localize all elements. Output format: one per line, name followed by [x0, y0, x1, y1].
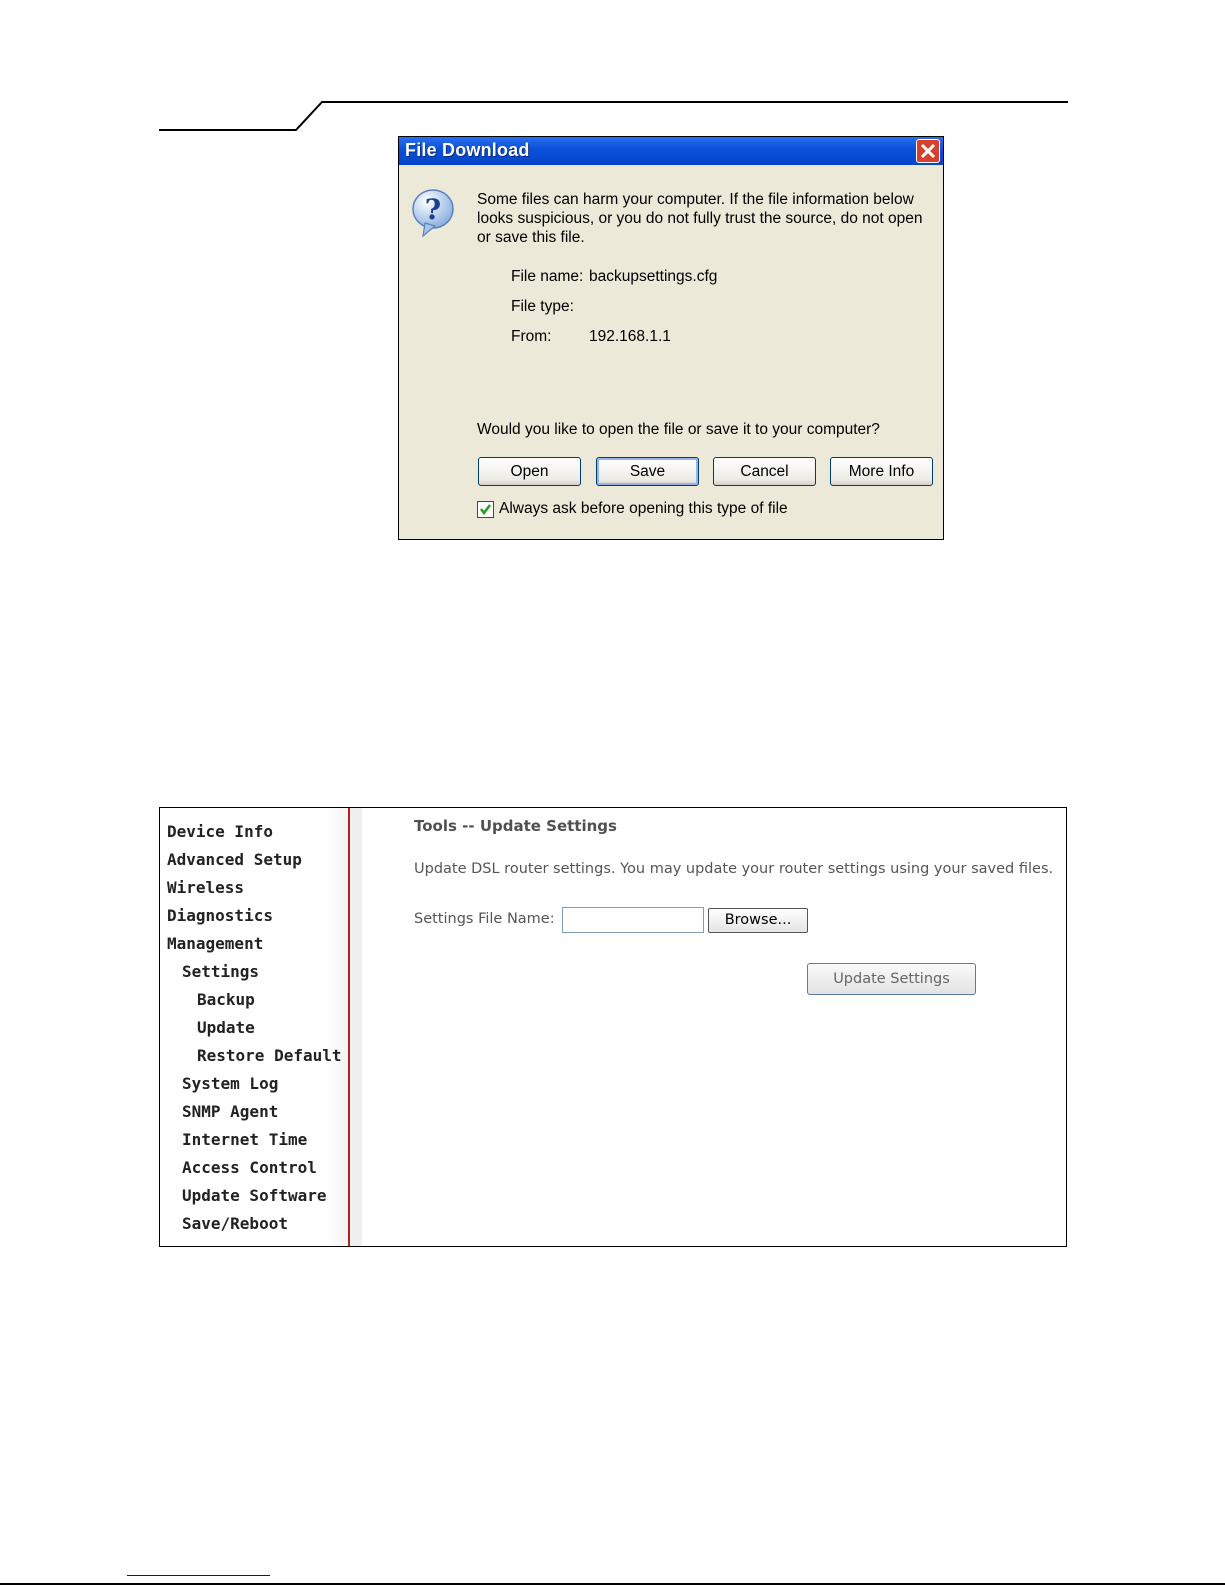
from-label: From:	[511, 328, 552, 345]
file-name-row	[511, 268, 717, 286]
content-gutter	[350, 808, 362, 1246]
settings-file-label: Settings File Name:	[414, 911, 555, 927]
file-name-value: backupsettings.cfg	[589, 268, 718, 285]
sidebar-item-access-control[interactable]: Access Control	[182, 1158, 317, 1177]
file-download-dialog	[398, 136, 944, 540]
router-page	[159, 807, 1067, 1247]
question-icon	[411, 189, 455, 239]
close-button[interactable]	[916, 139, 940, 163]
footer-link-line	[127, 1575, 270, 1576]
more-info-button[interactable]: More Info	[830, 457, 933, 486]
sidebar-item-snmp-agent[interactable]: SNMP Agent	[182, 1102, 279, 1121]
warning-text: Some files can harm your computer. If the file information below looks suspicious, or you do not fully trust the source, do not open or save this file.	[477, 191, 923, 246]
svg-text:?: ?	[424, 193, 442, 226]
sidebar-item-backup[interactable]: Backup	[197, 990, 255, 1009]
always-ask-checkbox[interactable]	[477, 501, 494, 518]
save-button[interactable]: Save	[596, 457, 699, 486]
sidebar-item-advanced-setup[interactable]: Advanced Setup	[167, 850, 302, 869]
browse-button[interactable]: Browse...	[708, 908, 808, 933]
sidebar-item-device-info[interactable]: Device Info	[167, 822, 273, 841]
open-button[interactable]: Open	[478, 457, 581, 486]
settings-file-input[interactable]	[562, 907, 704, 933]
dialog-title: File Download	[405, 140, 530, 160]
sidebar-item-update-software[interactable]: Update Software	[182, 1186, 327, 1205]
cancel-button[interactable]: Cancel	[713, 457, 816, 486]
file-name-label: File name:	[511, 268, 584, 285]
always-ask-label[interactable]: Always ask before opening this type of file	[499, 500, 788, 517]
page-title: Tools -- Update Settings	[414, 817, 617, 835]
sidebar-item-diagnostics[interactable]: Diagnostics	[167, 906, 273, 925]
sidebar-item-management[interactable]: Management	[167, 934, 264, 953]
sidebar-item-wireless[interactable]: Wireless	[167, 878, 245, 897]
sidebar-item-restore-default[interactable]: Restore Default	[197, 1046, 342, 1065]
prompt-text: Would you like to open the file or save it to your computer?	[477, 421, 880, 438]
from-row	[511, 328, 671, 346]
close-icon	[921, 144, 935, 158]
sidebar-item-settings[interactable]: Settings	[182, 962, 260, 981]
file-type-label: File type:	[511, 298, 574, 315]
sidebar-item-system-log[interactable]: System Log	[182, 1074, 279, 1093]
sidebar-item-save-reboot[interactable]: Save/Reboot	[182, 1214, 288, 1233]
sidebar-item-update[interactable]: Update	[197, 1018, 255, 1037]
header-divider	[0, 0, 1225, 140]
sidebar	[160, 808, 350, 1246]
from-value: 192.168.1.1	[589, 328, 671, 345]
checkmark-icon	[479, 503, 492, 516]
dialog-titlebar[interactable]	[399, 137, 943, 165]
page-description: Update DSL router settings. You may update your router settings using your saved files.	[414, 861, 1054, 877]
sidebar-item-internet-time[interactable]: Internet Time	[182, 1130, 308, 1149]
update-settings-button[interactable]: Update Settings	[807, 963, 976, 995]
file-type-row	[511, 298, 589, 316]
